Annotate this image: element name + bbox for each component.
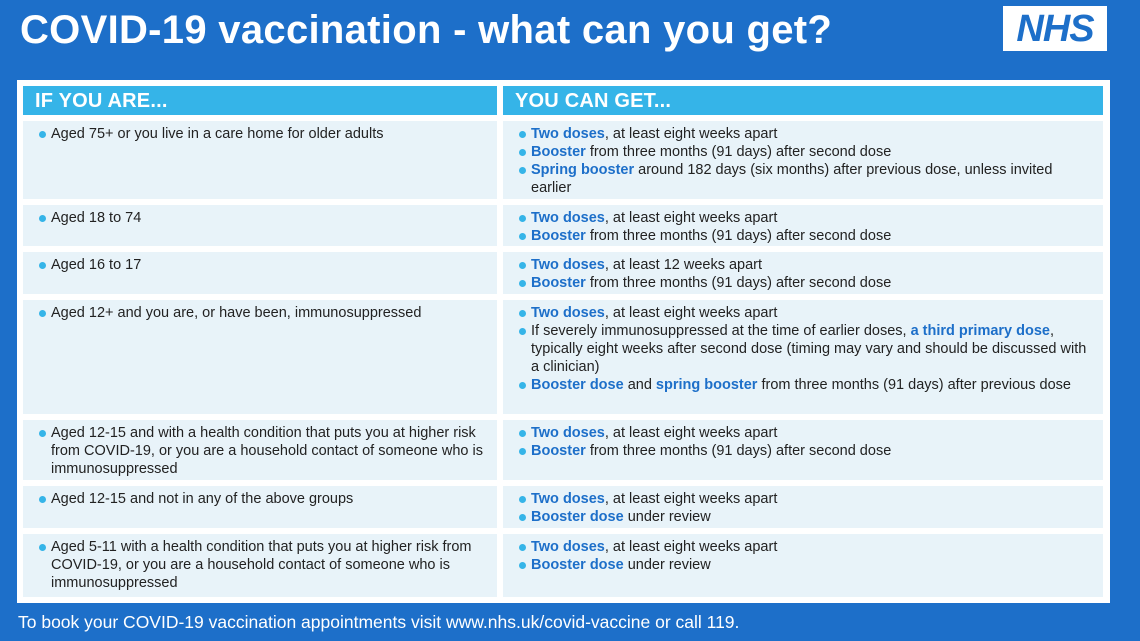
- entitlement-cell: [503, 420, 1103, 480]
- bullet-icon: [519, 233, 526, 240]
- entitlement-cell: [503, 121, 1103, 199]
- bullet-icon: [39, 544, 46, 551]
- dose-highlight: a third primary dose: [910, 323, 1050, 339]
- bullet-icon: [519, 131, 526, 138]
- bullet-icon: [519, 280, 526, 287]
- bullet-icon: [39, 310, 46, 317]
- bullet-icon: [39, 496, 46, 503]
- dose-detail: under review: [623, 509, 711, 525]
- table-row: [23, 121, 1103, 199]
- dose-detail: , typically eight weeks after second dose (timing may vary and should be discussed with a clinician): [531, 323, 1087, 375]
- bullet-icon: [519, 430, 526, 437]
- page-title: COVID-19 vaccination - what can you get?: [20, 8, 833, 52]
- dose-detail: from three months (91 days) after second dose: [585, 144, 892, 160]
- booking-info: To book your COVID-19 vaccination appointments visit www.nhs.uk/covid-vaccine or call 119.: [18, 612, 740, 632]
- column-header-you-can-get: YOU CAN GET...: [503, 86, 1103, 115]
- bullet-icon: [519, 215, 526, 222]
- dose-detail: and: [623, 377, 656, 393]
- eligibility-text: Aged 12+ and you are, or have been, immunosuppressed: [51, 305, 422, 321]
- eligibility-cell: [23, 121, 497, 199]
- eligibility-cell: [23, 300, 497, 414]
- dose-highlight: Booster: [531, 443, 586, 459]
- table-header-row: [23, 86, 1103, 115]
- entitlement-cell: [503, 252, 1103, 294]
- bullet-icon: [519, 382, 526, 389]
- dose-highlight: Booster: [531, 228, 586, 244]
- bullet-icon: [519, 328, 526, 335]
- bullet-icon: [519, 262, 526, 269]
- table-row: [23, 534, 1103, 597]
- bullet-icon: [39, 131, 46, 138]
- dose-highlight: Two doses: [531, 539, 605, 555]
- dose-highlight: Two doses: [531, 491, 605, 507]
- dose-highlight: Two doses: [531, 126, 605, 142]
- dose-detail: If severely immunosuppressed at the time of earlier doses,: [531, 323, 911, 339]
- dose-detail: from three months (91 days) after second dose: [585, 228, 892, 244]
- eligibility-text: Aged 16 to 17: [51, 257, 142, 273]
- eligibility-cell: [23, 252, 497, 294]
- table-row: [23, 486, 1103, 528]
- bullet-icon: [519, 310, 526, 317]
- eligibility-cell: [23, 205, 497, 246]
- dose-detail: , at least eight weeks apart: [604, 539, 778, 555]
- dose-detail: from three months (91 days) after second dose: [585, 275, 892, 291]
- column-header-if-you-are: IF YOU ARE...: [23, 86, 497, 115]
- dose-highlight: Booster dose: [531, 557, 624, 573]
- bullet-icon: [519, 544, 526, 551]
- dose-detail: from three months (91 days) after second dose: [585, 443, 892, 459]
- nhs-logo: [1003, 6, 1107, 51]
- eligibility-text: Aged 5-11 with a health condition that puts you at higher risk from COVID-19, or you are a household contact of someone who is immunosuppressed: [51, 539, 472, 591]
- eligibility-text: Aged 75+ or you live in a care home for older adults: [51, 126, 384, 142]
- dose-detail: , at least eight weeks apart: [604, 305, 778, 321]
- dose-detail: , at least eight weeks apart: [604, 425, 778, 441]
- bullet-icon: [519, 496, 526, 503]
- dose-detail: from three months (91 days) after previous dose: [757, 377, 1071, 393]
- eligibility-text: Aged 12-15 and with a health condition that puts you at higher risk from COVID-19, or you are a household contact of someone who is immunosuppressed: [51, 425, 483, 477]
- dose-highlight: Two doses: [531, 305, 605, 321]
- bullet-icon: [39, 262, 46, 269]
- eligibility-table: [17, 80, 1110, 603]
- bullet-icon: [39, 430, 46, 437]
- dose-highlight: Booster: [531, 275, 586, 291]
- dose-highlight: Booster: [531, 144, 586, 160]
- entitlement-cell: [503, 205, 1103, 246]
- dose-highlight: Spring booster: [531, 162, 635, 178]
- nhs-logo-text: NHS: [1016, 7, 1094, 50]
- bullet-icon: [519, 562, 526, 569]
- entitlement-cell: [503, 534, 1103, 597]
- dose-detail: , at least eight weeks apart: [604, 491, 778, 507]
- dose-detail: around 182 days (six months) after previous dose, unless invited earlier: [531, 162, 1053, 196]
- bullet-icon: [39, 215, 46, 222]
- entitlement-cell: [503, 486, 1103, 528]
- table-row: [23, 205, 1103, 246]
- dose-highlight: Booster dose: [531, 377, 624, 393]
- eligibility-cell: [23, 486, 497, 528]
- eligibility-text: Aged 18 to 74: [51, 210, 142, 226]
- dose-highlight: Two doses: [531, 257, 605, 273]
- eligibility-cell: [23, 420, 497, 480]
- eligibility-text: Aged 12-15 and not in any of the above groups: [51, 491, 354, 507]
- table-row: [23, 420, 1103, 480]
- entitlement-cell: [503, 300, 1103, 414]
- dose-detail: , at least eight weeks apart: [604, 210, 778, 226]
- eligibility-cell: [23, 534, 497, 597]
- dose-detail: under review: [623, 557, 711, 573]
- dose-highlight: spring booster: [655, 377, 758, 393]
- table-row: [23, 300, 1103, 414]
- bullet-icon: [519, 149, 526, 156]
- dose-highlight: Two doses: [531, 425, 605, 441]
- bullet-icon: [519, 448, 526, 455]
- dose-highlight: Booster dose: [531, 509, 624, 525]
- bullet-icon: [519, 514, 526, 521]
- dose-detail: , at least eight weeks apart: [604, 126, 778, 142]
- dose-detail: , at least 12 weeks apart: [604, 257, 763, 273]
- dose-highlight: Two doses: [531, 210, 605, 226]
- table-row: [23, 252, 1103, 294]
- bullet-icon: [519, 167, 526, 174]
